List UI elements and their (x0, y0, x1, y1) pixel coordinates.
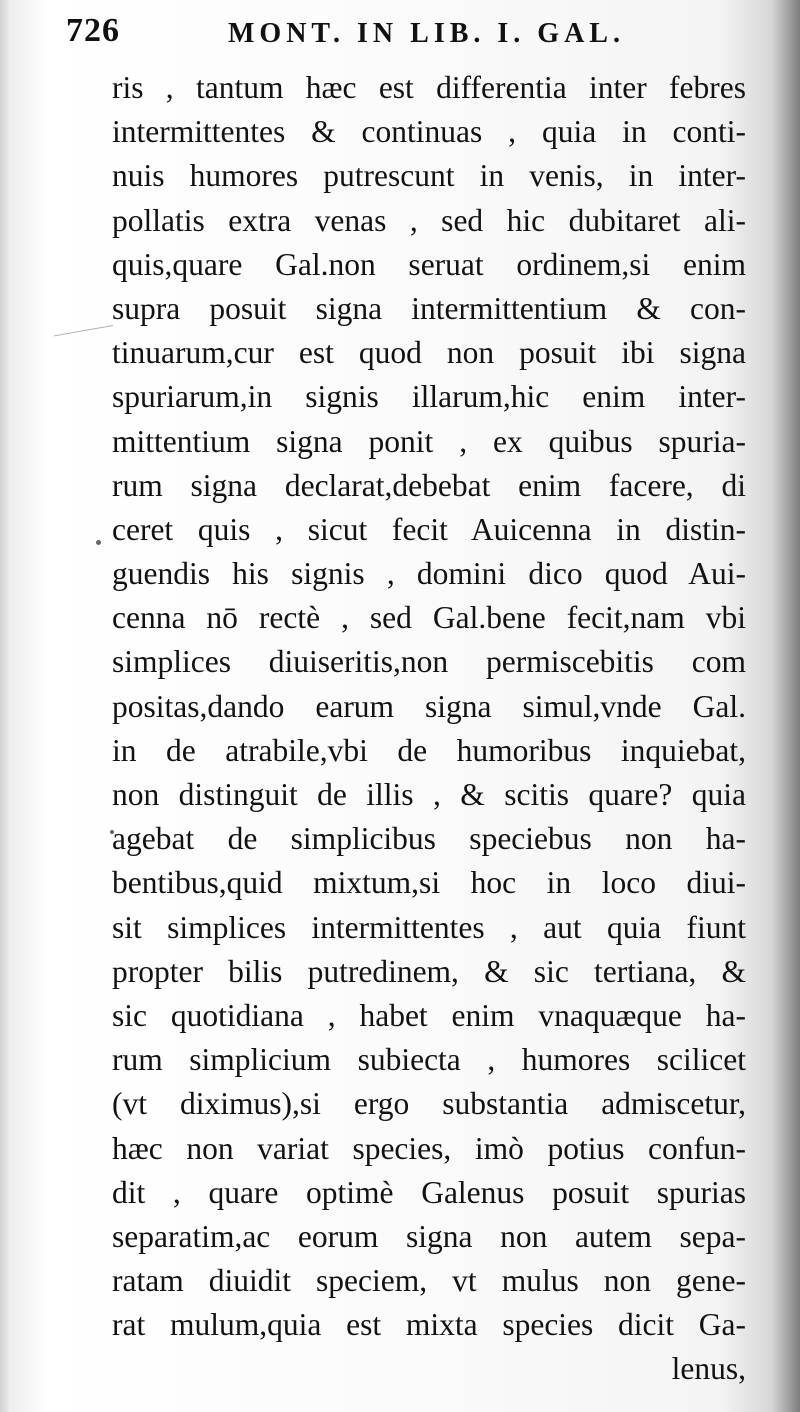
text-line: spuriarum,in signis illarum,hic enim inter- (112, 379, 746, 415)
text-line: agebat de simplicibus speciebus non ha- (112, 821, 746, 857)
text-line: simplices diuiseritis,non permiscebitis com (112, 644, 746, 680)
page-header (66, 10, 756, 58)
margin-pen-stroke (54, 325, 118, 366)
page-number: 726 (66, 12, 120, 49)
page-gutter-shadow (772, 0, 800, 1412)
ink-speck (96, 540, 101, 545)
text-line-final: lenus, (671, 1351, 746, 1387)
text-line: rum simplicium subiecta , humores scilicet (112, 1042, 746, 1078)
text-line: bentibus,quid mixtum,si hoc in loco diui- (112, 865, 746, 901)
text-line: cenna nō rectè , sed Gal.bene fecit,nam vbi (112, 600, 746, 636)
text-line: ris , tantum hæc est differentia inter febres (112, 70, 746, 105)
text-line: quis,quare Gal.non seruat ordinem,si enim (112, 246, 746, 282)
text-line: propter bilis putredinem, & sic tertiana, & (112, 953, 746, 989)
text-line: ratam diuidit speciem, vt mulus non gene- (112, 1263, 746, 1299)
text-line: positas,dando earum signa simul,vnde Gal. (112, 688, 746, 724)
text-line: non distinguit de illis , & scitis quare? quia (112, 777, 746, 812)
text-line: tinuarum,cur est quod non posuit ibi signa (112, 335, 746, 371)
running-head: MONT. IN LIB. I. GAL. (228, 18, 625, 49)
page-left-edge-shading (0, 0, 10, 1412)
text-line: rat mulum,quia est mixta species dicit Ga- (112, 1307, 746, 1343)
text-line: in de atrabile,vbi de humoribus inquiebat, (112, 732, 746, 768)
text-line: mittentium signa ponit , ex quibus spuria- (112, 423, 746, 459)
text-line: nuis humores putrescunt in venis, in inter- (112, 158, 746, 194)
text-line: (vt diximus),si ergo substantia admiscetur, (112, 1086, 746, 1122)
text-line: supra posuit signa intermittentium & con- (112, 290, 746, 326)
text-line: rum signa declarat,debebat enim facere, di (112, 467, 746, 503)
text-line: ceret quis , sicut fecit Auicenna in distin- (112, 511, 746, 547)
text-line: pollatis extra venas , sed hic dubitaret ali- (112, 202, 746, 238)
text-line: intermittentes & continuas , quia in conti- (112, 114, 746, 150)
text-line: dit , quare optimè Galenus posuit spurias (112, 1174, 746, 1210)
text-line: sit simplices intermittentes , aut quia fiunt (112, 909, 746, 945)
text-line: sic quotidiana , habet enim vnaquæque ha- (112, 997, 746, 1033)
text-line: separatim,ac eorum signa non autem sepa- (112, 1218, 746, 1254)
text-line: hæc non variat species, imò potius confun- (112, 1130, 746, 1166)
body-text (112, 66, 746, 1392)
text-line: guendis his signis , domini dico quod Aui- (112, 556, 746, 592)
